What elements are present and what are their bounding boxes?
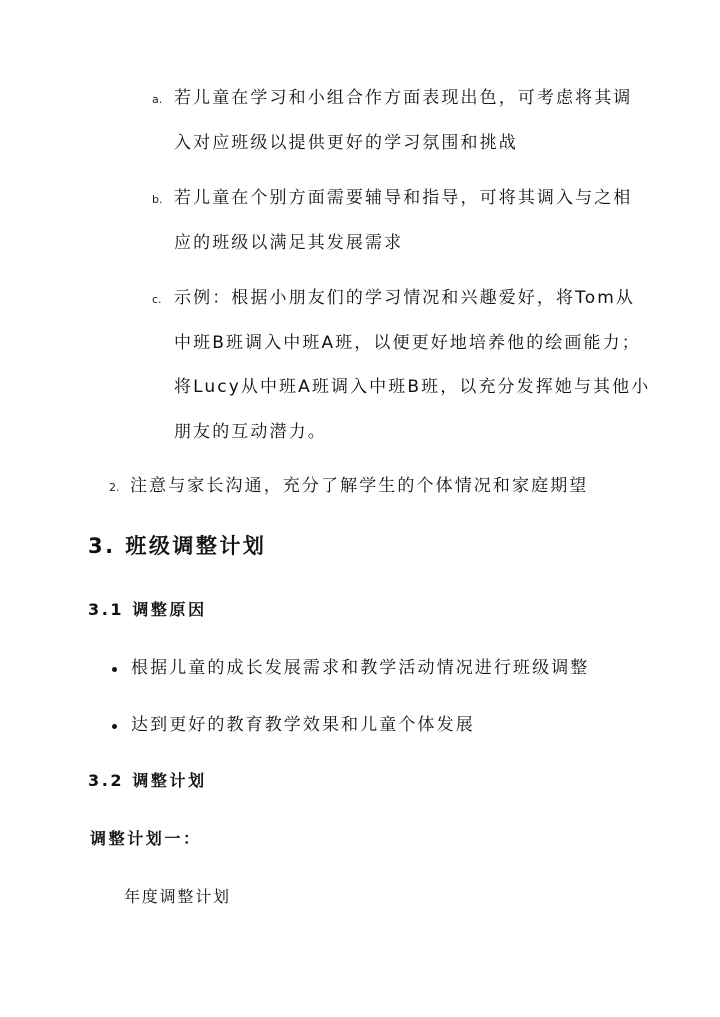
list-marker-2: 2. xyxy=(109,481,120,494)
list-marker-b: b. xyxy=(152,193,163,206)
list-item-c-line-1: 示例：根据小朋友们的学习情况和兴趣爱好，将Tom从 xyxy=(174,288,635,308)
bullet-item-1-text: 根据儿童的成长发展需求和教学活动情况进行班级调整 xyxy=(131,658,590,678)
section-3-1-heading: 3.1 调整原因 xyxy=(88,600,207,619)
list-item-a-line-1: 若儿童在学习和小组合作方面表现出色，可考虑将其调 xyxy=(174,88,633,108)
list-item-2-text: 注意与家长沟通，充分了解学生的个体情况和家庭期望 xyxy=(130,476,589,496)
plan-one-subtitle: 年度调整计划 xyxy=(124,887,231,906)
bullet-item-2-text: 达到更好的教育教学效果和儿童个体发展 xyxy=(131,715,475,735)
section-3-heading: 3. 班级调整计划 xyxy=(88,534,267,558)
plan-one-title: 调整计划一： xyxy=(90,829,202,848)
list-item-c-line-4: 朋友的互动潜力。 xyxy=(174,422,327,442)
list-item-b-line-2: 应的班级以满足其发展需求 xyxy=(174,233,404,253)
section-3-2-heading: 3.2 调整计划 xyxy=(88,771,207,790)
list-item-a-line-2: 入对应班级以提供更好的学习氛围和挑战 xyxy=(174,133,518,153)
bullet-dot xyxy=(112,667,117,672)
list-item-c-line-3: 将Lucy从中班A班调入中班B班，以充分发挥她与其他小 xyxy=(174,377,651,397)
list-marker-c: c. xyxy=(152,293,162,306)
list-marker-a: a. xyxy=(152,93,163,106)
list-item-c-line-2: 中班B班调入中班A班，以便更好地培养他的绘画能力； xyxy=(174,333,641,353)
bullet-dot xyxy=(112,724,117,729)
list-item-b-line-1: 若儿童在个别方面需要辅导和指导，可将其调入与之相 xyxy=(174,188,633,208)
